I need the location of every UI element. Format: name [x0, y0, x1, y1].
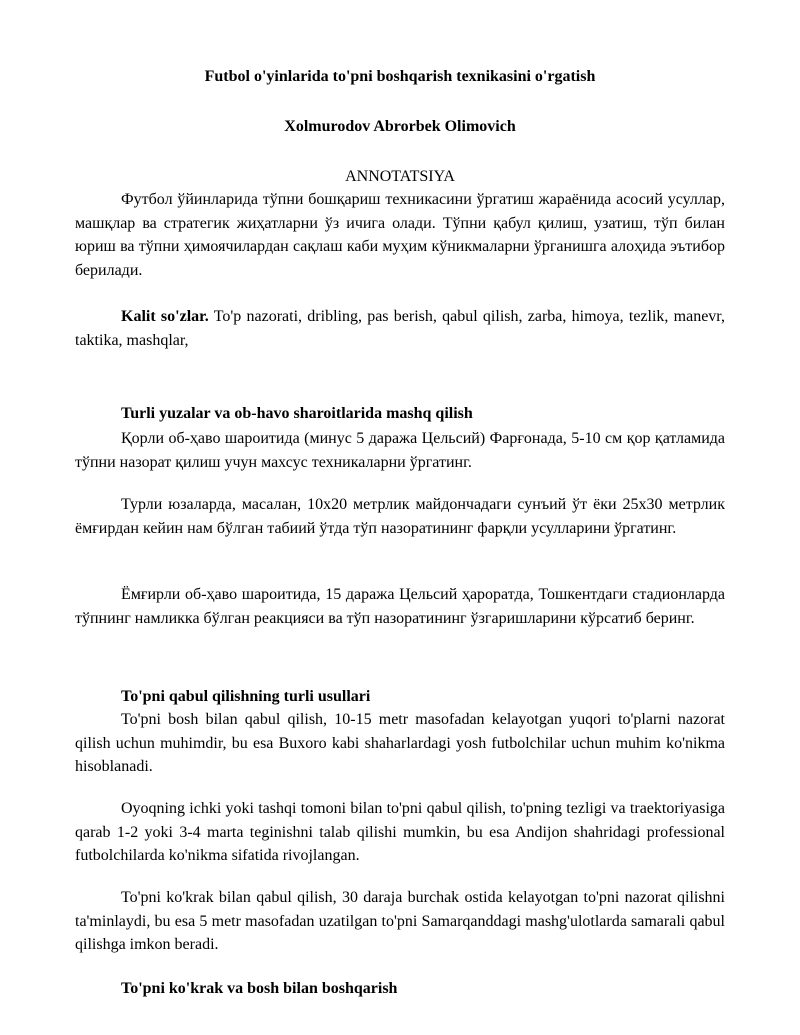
section2-paragraph-1: To'pni bosh bilan qabul qilish, 10-15 metr masofadan kelayotgan yuqori to'plarni nazorat qilish uchun muhimdir, bu esa Buxoro kabi shaharlardagi yosh futbolchilar uchun muhim ko'nikma hisoblanadi.: [75, 711, 725, 775]
document-title: Futbol o'yinlarida to'pni boshqarish texnikasini o'rgatish: [204, 68, 596, 85]
keywords-label: Kalit so'zlar.: [121, 308, 209, 325]
author-name: Xolmurodov Abrorbek Olimovich: [284, 118, 516, 135]
annotation-heading: [75, 167, 725, 187]
section-heading-chest-head: To'pni ko'krak va bosh bilan boshqarish: [121, 980, 398, 997]
section2-paragraph-3: To'pni ko'krak bilan qabul qilish, 30 daraja burchak ostida kelayotgan to'pni nazorat qilishni ta'minlaydi, bu esa 5 metr masofadan uzatilgan to'pni Samarqanddagi mashg'ulotlarda samarali qabul qilishga imkon beradi.: [75, 889, 725, 953]
annotation-heading-text: ANNOTATSIYA: [345, 168, 455, 185]
keywords-text: To'p nazorati, dribling, pas berish, qabul qilish, zarba, himoya, tezlik, manevr, taktika, mashqlar,: [75, 308, 725, 349]
section-heading-receiving: To'pni qabul qilishning turli usullari: [121, 688, 371, 705]
section1-paragraph-2: Турли юзаларда, масалан, 10x20 метрлик майдончадаги сунъий ўт ёки 25x30 метрлик ёмғирдан кейин нам бўлган табиий ўтда тўп назоратининг фарқли усулларини ўргатинг.: [75, 496, 725, 537]
section1-paragraph-1: Қорли об-ҳаво шароитида (минус 5 даража Цельсий) Фарғонада, 5-10 см қор қатламида тўпни назорат қилиш учун махсус техникаларни ўргатинг.: [75, 430, 725, 471]
annotation-paragraph: Футбол ўйинларида тўпни бошқариш техникасини ўргатиш жараёнида асосий усуллар, машқлар ва стратегик жиҳатларни ўз ичига олади. Тўпни қабул қилиш, узатиш, тўп билан юриш ва тўпни ҳимоячилардан сақлаш каби муҳим кўникмаларни ўрганишга алоҳида эътибор берилади.: [75, 191, 725, 279]
keywords-paragraph: [75, 305, 725, 352]
section-heading-surfaces: Turli yuzalar va ob-havo sharoitlarida mashq qilish: [121, 405, 473, 422]
section2-paragraph-2: Oyoqning ichki yoki tashqi tomoni bilan to'pni qabul qilish, to'pning tezligi va traektoriyasiga qarab 1-2 yoki 3-4 marta teginishni talab qilishi mumkin, bu esa Andijon shahridagi professional futbolchilarda ko'nikma sifatida rivojlangan.: [75, 800, 725, 864]
section1-paragraph-3: Ёмғирли об-ҳаво шароитида, 15 даража Цельсий ҳароратда, Тошкентдаги стадионларда тўпнинг намликка бўлган реакцияси ва тўп назоратининг ўзгаришларини кўрсатиб беринг.: [75, 586, 725, 627]
